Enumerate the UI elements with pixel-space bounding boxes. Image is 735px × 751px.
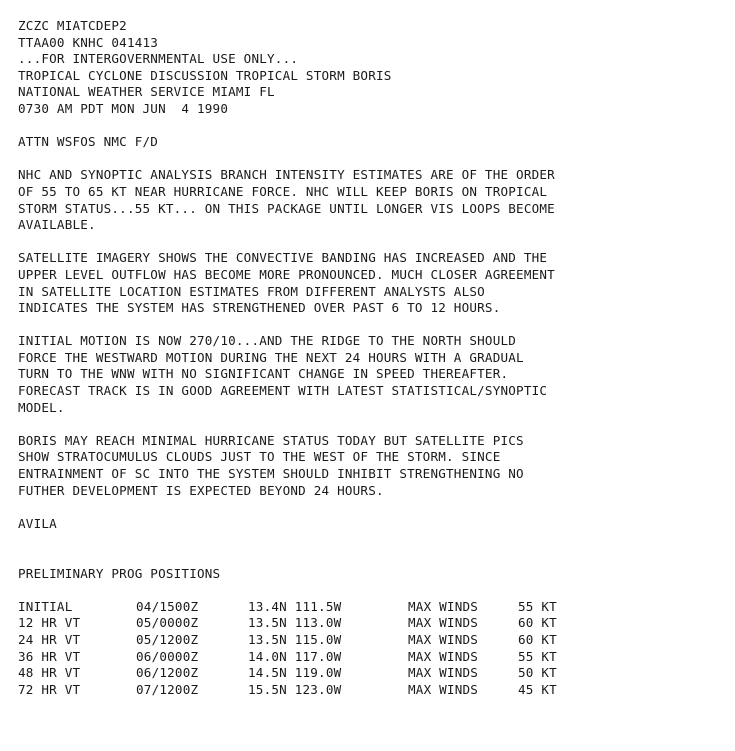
paragraph-line: SATELLITE IMAGERY SHOWS THE CONVECTIVE BANDING HAS INCREASED AND THE <box>18 250 548 266</box>
paragraph-intensity <box>18 167 728 233</box>
paragraph-line: FORECAST TRACK IS IN GOOD AGREEMENT WITH LATEST STATISTICAL/SYNOPTIC <box>18 383 548 399</box>
header-line-office: NATIONAL WEATHER SERVICE MIAMI FL <box>18 84 275 100</box>
prog-winds-label: MAX WINDS <box>408 631 479 647</box>
prog-position: 13.4N 111.5W <box>248 598 342 614</box>
prog-label: 72 HR VT <box>18 681 81 697</box>
prog-speed: 60 KT <box>518 631 557 647</box>
prog-label: 24 HR VT <box>18 631 81 647</box>
table-row <box>18 649 578 666</box>
prog-winds-label: MAX WINDS <box>408 665 479 681</box>
paragraph-line: AVAILABLE. <box>18 217 96 233</box>
prog-position: 15.5N 123.0W <box>248 681 342 697</box>
paragraph-outlook <box>18 433 728 499</box>
prog-position: 13.5N 115.0W <box>248 631 342 647</box>
header-line-usage: ...FOR INTERGOVERNMENTAL USE ONLY... <box>18 51 299 67</box>
paragraph-line: IN SATELLITE LOCATION ESTIMATES FROM DIFFERENT ANALYSTS ALSO <box>18 283 485 299</box>
prog-time: 06/1200Z <box>136 665 199 681</box>
prog-winds-label: MAX WINDS <box>408 648 479 664</box>
prog-position: 14.0N 117.0W <box>248 648 342 664</box>
table-row <box>18 682 578 699</box>
paragraph-line: MODEL. <box>18 399 65 415</box>
prog-positions-table <box>18 599 578 699</box>
prog-label: 48 HR VT <box>18 665 81 681</box>
attn-line: ATTN WSFOS NMC F/D <box>18 134 159 150</box>
paragraph-line: FUTHER DEVELOPMENT IS EXPECTED BEYOND 24 HOURS. <box>18 482 384 498</box>
prog-label: 12 HR VT <box>18 615 81 631</box>
prog-time: 06/0000Z <box>136 648 199 664</box>
prog-time: 07/1200Z <box>136 681 199 697</box>
bulletin-header <box>18 18 728 118</box>
discussion-document <box>18 18 728 698</box>
prog-speed: 50 KT <box>518 665 557 681</box>
prog-time: 05/0000Z <box>136 615 199 631</box>
prog-time: 05/1200Z <box>136 631 199 647</box>
prog-label: INITIAL <box>18 598 73 614</box>
paragraph-line: UPPER LEVEL OUTFLOW HAS BECOME MORE PRONOUNCED. MUCH CLOSER AGREEMENT <box>18 266 555 282</box>
header-line-station: TTAA00 KNHC 041413 <box>18 34 159 50</box>
table-row <box>18 615 578 632</box>
paragraph-line: NHC AND SYNOPTIC ANALYSIS BRANCH INTENSITY ESTIMATES ARE OF THE ORDER <box>18 167 555 183</box>
prog-positions-title: PRELIMINARY PROG POSITIONS <box>18 565 221 581</box>
prog-time: 04/1500Z <box>136 598 199 614</box>
paragraph-satellite <box>18 250 728 316</box>
table-row <box>18 632 578 649</box>
table-row <box>18 599 578 616</box>
prog-position: 14.5N 119.0W <box>248 665 342 681</box>
paragraph-line: TURN TO THE WNW WITH NO SIGNIFICANT CHANGE IN SPEED THEREAFTER. <box>18 366 509 382</box>
paragraph-line: FORCE THE WESTWARD MOTION DURING THE NEXT 24 HOURS WITH A GRADUAL <box>18 349 524 365</box>
header-line-title: TROPICAL CYCLONE DISCUSSION TROPICAL STORM BORIS <box>18 67 392 83</box>
paragraph-line: OF 55 TO 65 KT NEAR HURRICANE FORCE. NHC WILL KEEP BORIS ON TROPICAL <box>18 183 548 199</box>
paragraph-line: INITIAL MOTION IS NOW 270/10...AND THE RIDGE TO THE NORTH SHOULD <box>18 333 517 349</box>
prog-speed: 55 KT <box>518 598 557 614</box>
paragraph-line: SHOW STRATOCUMULUS CLOUDS JUST TO THE WEST OF THE STORM. SINCE <box>18 449 501 465</box>
prog-label: 36 HR VT <box>18 648 81 664</box>
prog-speed: 45 KT <box>518 681 557 697</box>
prog-winds-label: MAX WINDS <box>408 615 479 631</box>
paragraph-line: INDICATES THE SYSTEM HAS STRENGTHENED OVER PAST 6 TO 12 HOURS. <box>18 300 501 316</box>
prog-winds-label: MAX WINDS <box>408 681 479 697</box>
prog-position: 13.5N 113.0W <box>248 615 342 631</box>
forecaster-signature: AVILA <box>18 515 57 531</box>
paragraph-line: STORM STATUS...55 KT... ON THIS PACKAGE UNTIL LONGER VIS LOOPS BECOME <box>18 200 555 216</box>
header-line-wmo-code: ZCZC MIATCDEP2 <box>18 18 127 33</box>
prog-winds-label: MAX WINDS <box>408 598 479 614</box>
header-line-datetime: 0730 AM PDT MON JUN 4 1990 <box>18 100 229 116</box>
paragraph-line: ENTRAINMENT OF SC INTO THE SYSTEM SHOULD INHIBIT STRENGTHENING NO <box>18 466 524 482</box>
prog-speed: 60 KT <box>518 615 557 631</box>
prog-speed: 55 KT <box>518 648 557 664</box>
paragraph-motion <box>18 333 728 416</box>
table-row <box>18 665 578 682</box>
paragraph-line: BORIS MAY REACH MINIMAL HURRICANE STATUS TODAY BUT SATELLITE PICS <box>18 432 524 448</box>
